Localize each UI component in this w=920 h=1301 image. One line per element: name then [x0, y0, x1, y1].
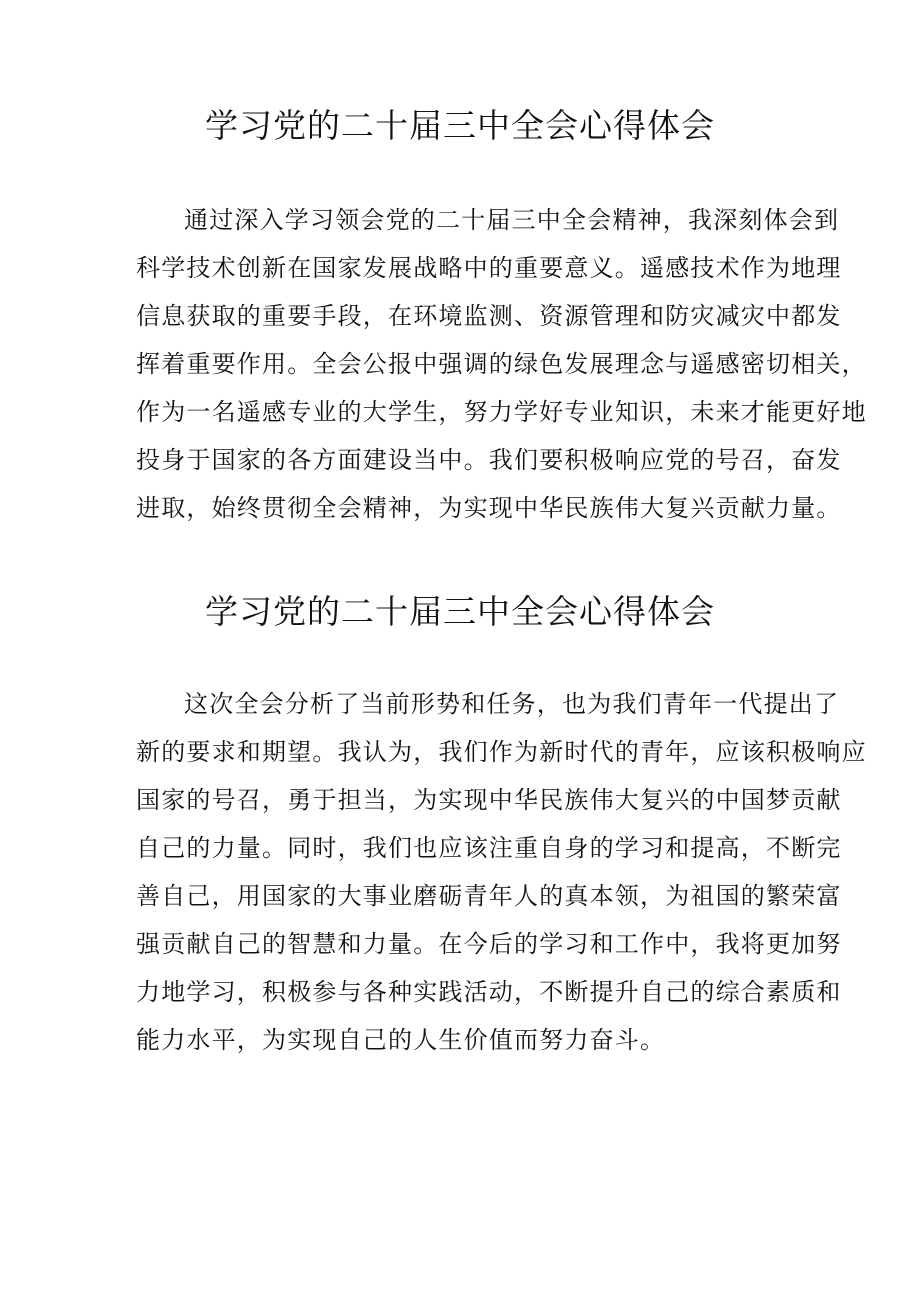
- paragraph-line: 进取，始终贯彻全会精神，为实现中华民族伟大复兴贡献力量。: [136, 494, 842, 522]
- paragraph-line: 善自己，用国家的大事业磨砺青年人的真本领，为祖国的繁荣富: [136, 882, 842, 910]
- paragraph-line: 投身于国家的各方面建设当中。我们要积极响应党的号召，奋发: [136, 446, 842, 474]
- paragraph-line: 这次全会分析了当前形势和任务，也为我们青年一代提出了: [184, 690, 840, 718]
- section1-title: 学习党的二十届三中全会心得体会: [205, 106, 715, 145]
- paragraph-line: 力地学习，积极参与各种实践活动，不断提升自己的综合素质和: [136, 978, 842, 1006]
- paragraph-line: 挥着重要作用。全会公报中强调的绿色发展理念与遥感密切相关，: [136, 350, 867, 378]
- section2-paragraph: [136, 680, 867, 1064]
- paragraph-line: 国家的号召，勇于担当，为实现中华民族伟大复兴的中国梦贡献: [136, 786, 842, 814]
- section1-paragraph: [136, 196, 867, 532]
- paragraph-line: 新的要求和期望。我认为，我们作为新时代的青年，应该积极响应: [136, 738, 867, 766]
- paragraph-line: 强贡献自己的智慧和力量。在今后的学习和工作中，我将更加努: [136, 930, 842, 958]
- section2-title: 学习党的二十届三中全会心得体会: [205, 592, 715, 631]
- paragraph-line: 科学技术创新在国家发展战略中的重要意义。遥感技术作为地理: [136, 254, 842, 282]
- paragraph-line: 能力水平，为实现自己的人生价值而努力奋斗。: [136, 1026, 666, 1054]
- paragraph-line: 作为一名遥感专业的大学生，努力学好专业知识，未来才能更好地: [136, 398, 867, 426]
- paragraph-line: 通过深入学习领会党的二十届三中全会精神，我深刻体会到: [184, 206, 840, 234]
- paragraph-line: 自己的力量。同时，我们也应该注重自身的学习和提高，不断完: [136, 834, 842, 862]
- paragraph-line: 信息获取的重要手段，在环境监测、资源管理和防灾减灾中都发: [136, 302, 842, 330]
